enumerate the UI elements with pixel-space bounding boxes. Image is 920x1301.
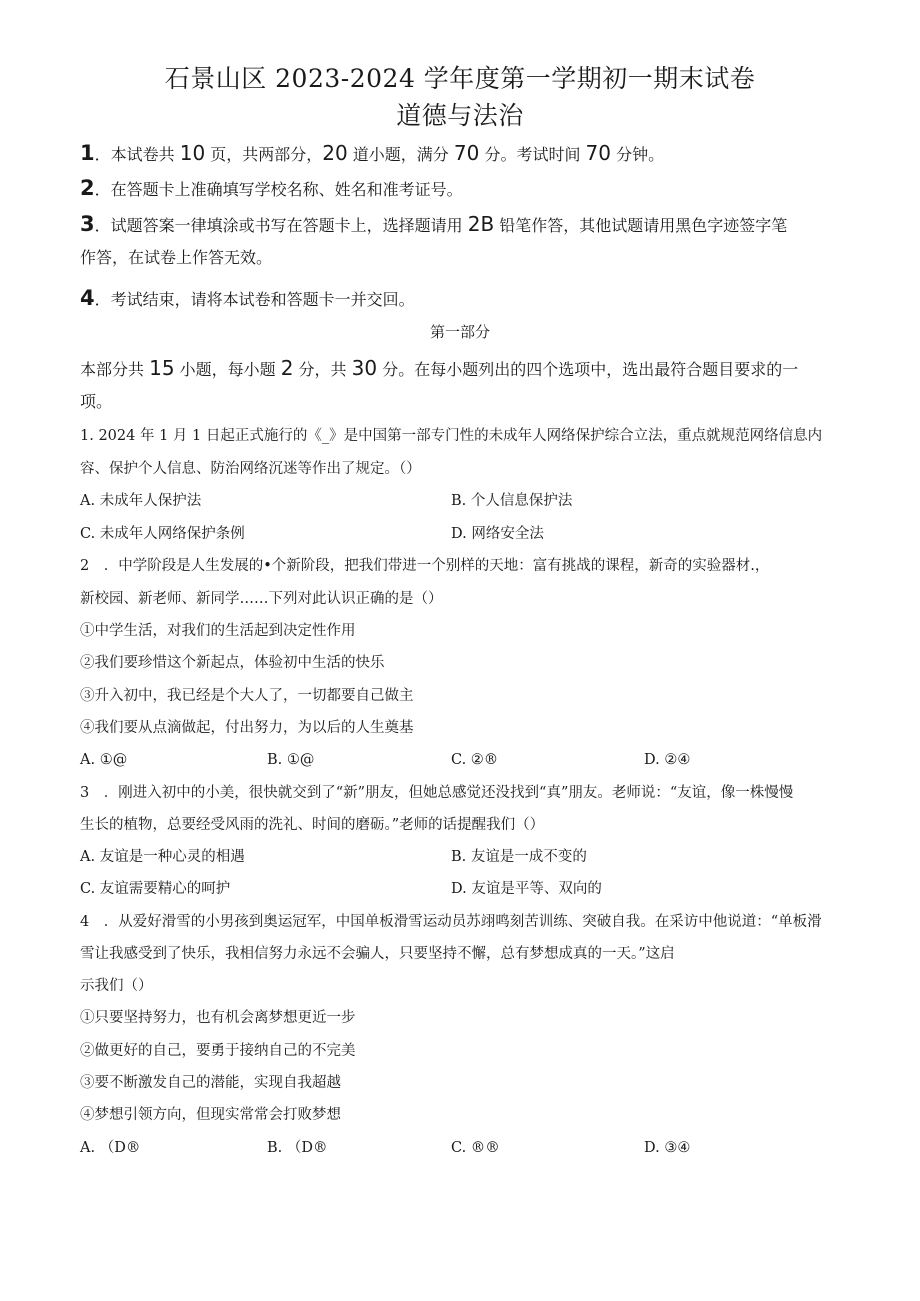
note-3-continued: 作答，在试卷上作答无效。 <box>80 248 273 267</box>
question-3-stem-continued: 生长的植物，总要经受风雨的洗礼、时间的磨砺。”老师的话提醒我们（） <box>80 817 545 833</box>
question-4-option-c: C. ®® <box>451 1140 500 1156</box>
question-1-option-a: A. 未成年人保护法 <box>80 493 202 509</box>
note-4: 4．考试结束，请将本试卷和答题卡一并交回。 <box>80 286 415 310</box>
exam-title: 石景山区 2023-2024 学年度第一学期初一期末试卷 <box>164 64 756 93</box>
note-2: 2．在答题卡上准确填写学校名称、姓名和准考证号。 <box>80 176 463 200</box>
question-4-stem-continued: 雪让我感受到了快乐，我相信努力永远不会骗人，只要坚持不懈，总有梦想成真的一天。”这启 <box>80 946 675 962</box>
question-4-stem: 4 ．从爱好滑雪的小男孩到奥运冠军，中国单板滑雪运动员苏翊鸣刻苦训练、突破自我。在采访中他说道：“单板滑 <box>80 914 822 930</box>
question-2-statement-4: ④我们要从点滴做起，付出努力，为以后的人生奠基 <box>80 720 414 736</box>
question-2-statement-3: ③升入初中，我已经是个大人了，一切都要自己做主 <box>80 688 414 704</box>
question-4-stem-continued-2: 示我们（） <box>80 978 153 994</box>
question-2-option-b: B. ①@ <box>267 752 315 768</box>
question-1-stem-continued: 容、保护个人信息、防治网络沉迷等作出了规定。（） <box>80 461 421 477</box>
question-3-option-c: C. 友谊需要精心的呵护 <box>80 881 231 897</box>
question-1-option-b: B. 个人信息保护法 <box>451 493 573 509</box>
question-4-statement-1: ①只要坚持努力，也有机会离梦想更近一步 <box>80 1010 356 1026</box>
note-1: 1．本试卷共 10 页，共两部分，20 道小题，满分 70 分。考试时间 70 分钟。 <box>80 141 665 165</box>
question-2-stem: 2 ．中学阶段是人生发展的•个新阶段，把我们带进一个别样的天地：富有挑战的课程，新奇的实验器材.， <box>80 558 770 574</box>
question-2-option-c: C. ②® <box>451 752 499 768</box>
part-intro-continued: 项。 <box>80 392 113 411</box>
question-3-option-b: B. 友谊是一成不变的 <box>451 849 587 865</box>
question-3-option-a: A. 友谊是一种心灵的相遇 <box>80 849 245 865</box>
question-2-option-a: A. ①@ <box>80 752 128 768</box>
part-intro: 本部分共 15 小题，每小题 2 分，共 30 分。在每小题列出的四个选项中，选出最符合题目要求的一 <box>80 356 799 380</box>
question-2-stem-continued: 新校园、新老师、新同学……下列对此认识正确的是（） <box>80 591 443 607</box>
question-4-statement-2: ②做更好的自己，要勇于接纳自己的不完美 <box>80 1043 356 1059</box>
question-4-statement-4: ④梦想引领方向，但现实常常会打败梦想 <box>80 1107 341 1123</box>
question-3-stem: 3 ．刚进入初中的小美，很快就交到了“新”朋友，但她总感觉还没找到“真”朋友。老师说：“友谊，像一株慢慢 <box>80 785 794 801</box>
question-2-statement-1: ①中学生活，对我们的生活起到决定性作用 <box>80 623 356 639</box>
note-3: 3．试题答案一律填涂或书写在答题卡上，选择题请用 2B 铅笔作答，其他试题请用黑色字迹签字笔 <box>80 212 788 236</box>
question-1-stem: 1. 2024 年 1 月 1 日起正式施行的《_》是中国第一部专门性的未成年人网络保护综合立法，重点就规范网络信息内 <box>80 428 823 444</box>
question-4-statement-3: ③要不断激发自己的潜能，实现自我超越 <box>80 1075 341 1091</box>
subject-title: 道德与法治 <box>396 101 524 130</box>
question-4-option-b: B. （D® <box>267 1140 328 1156</box>
question-4-option-d: D. ③④ <box>644 1140 691 1156</box>
question-2-statement-2: ②我们要珍惜这个新起点，体验初中生活的快乐 <box>80 655 385 671</box>
question-1-option-d: D. 网络安全法 <box>451 526 544 542</box>
question-1-option-c: C. 未成年人网络保护条例 <box>80 526 245 542</box>
question-2-option-d: D. ②④ <box>644 752 691 768</box>
part-heading: 第一部分 <box>429 323 490 341</box>
question-4-option-a: A. （D® <box>80 1140 141 1156</box>
question-3-option-d: D. 友谊是平等、双向的 <box>451 881 602 897</box>
